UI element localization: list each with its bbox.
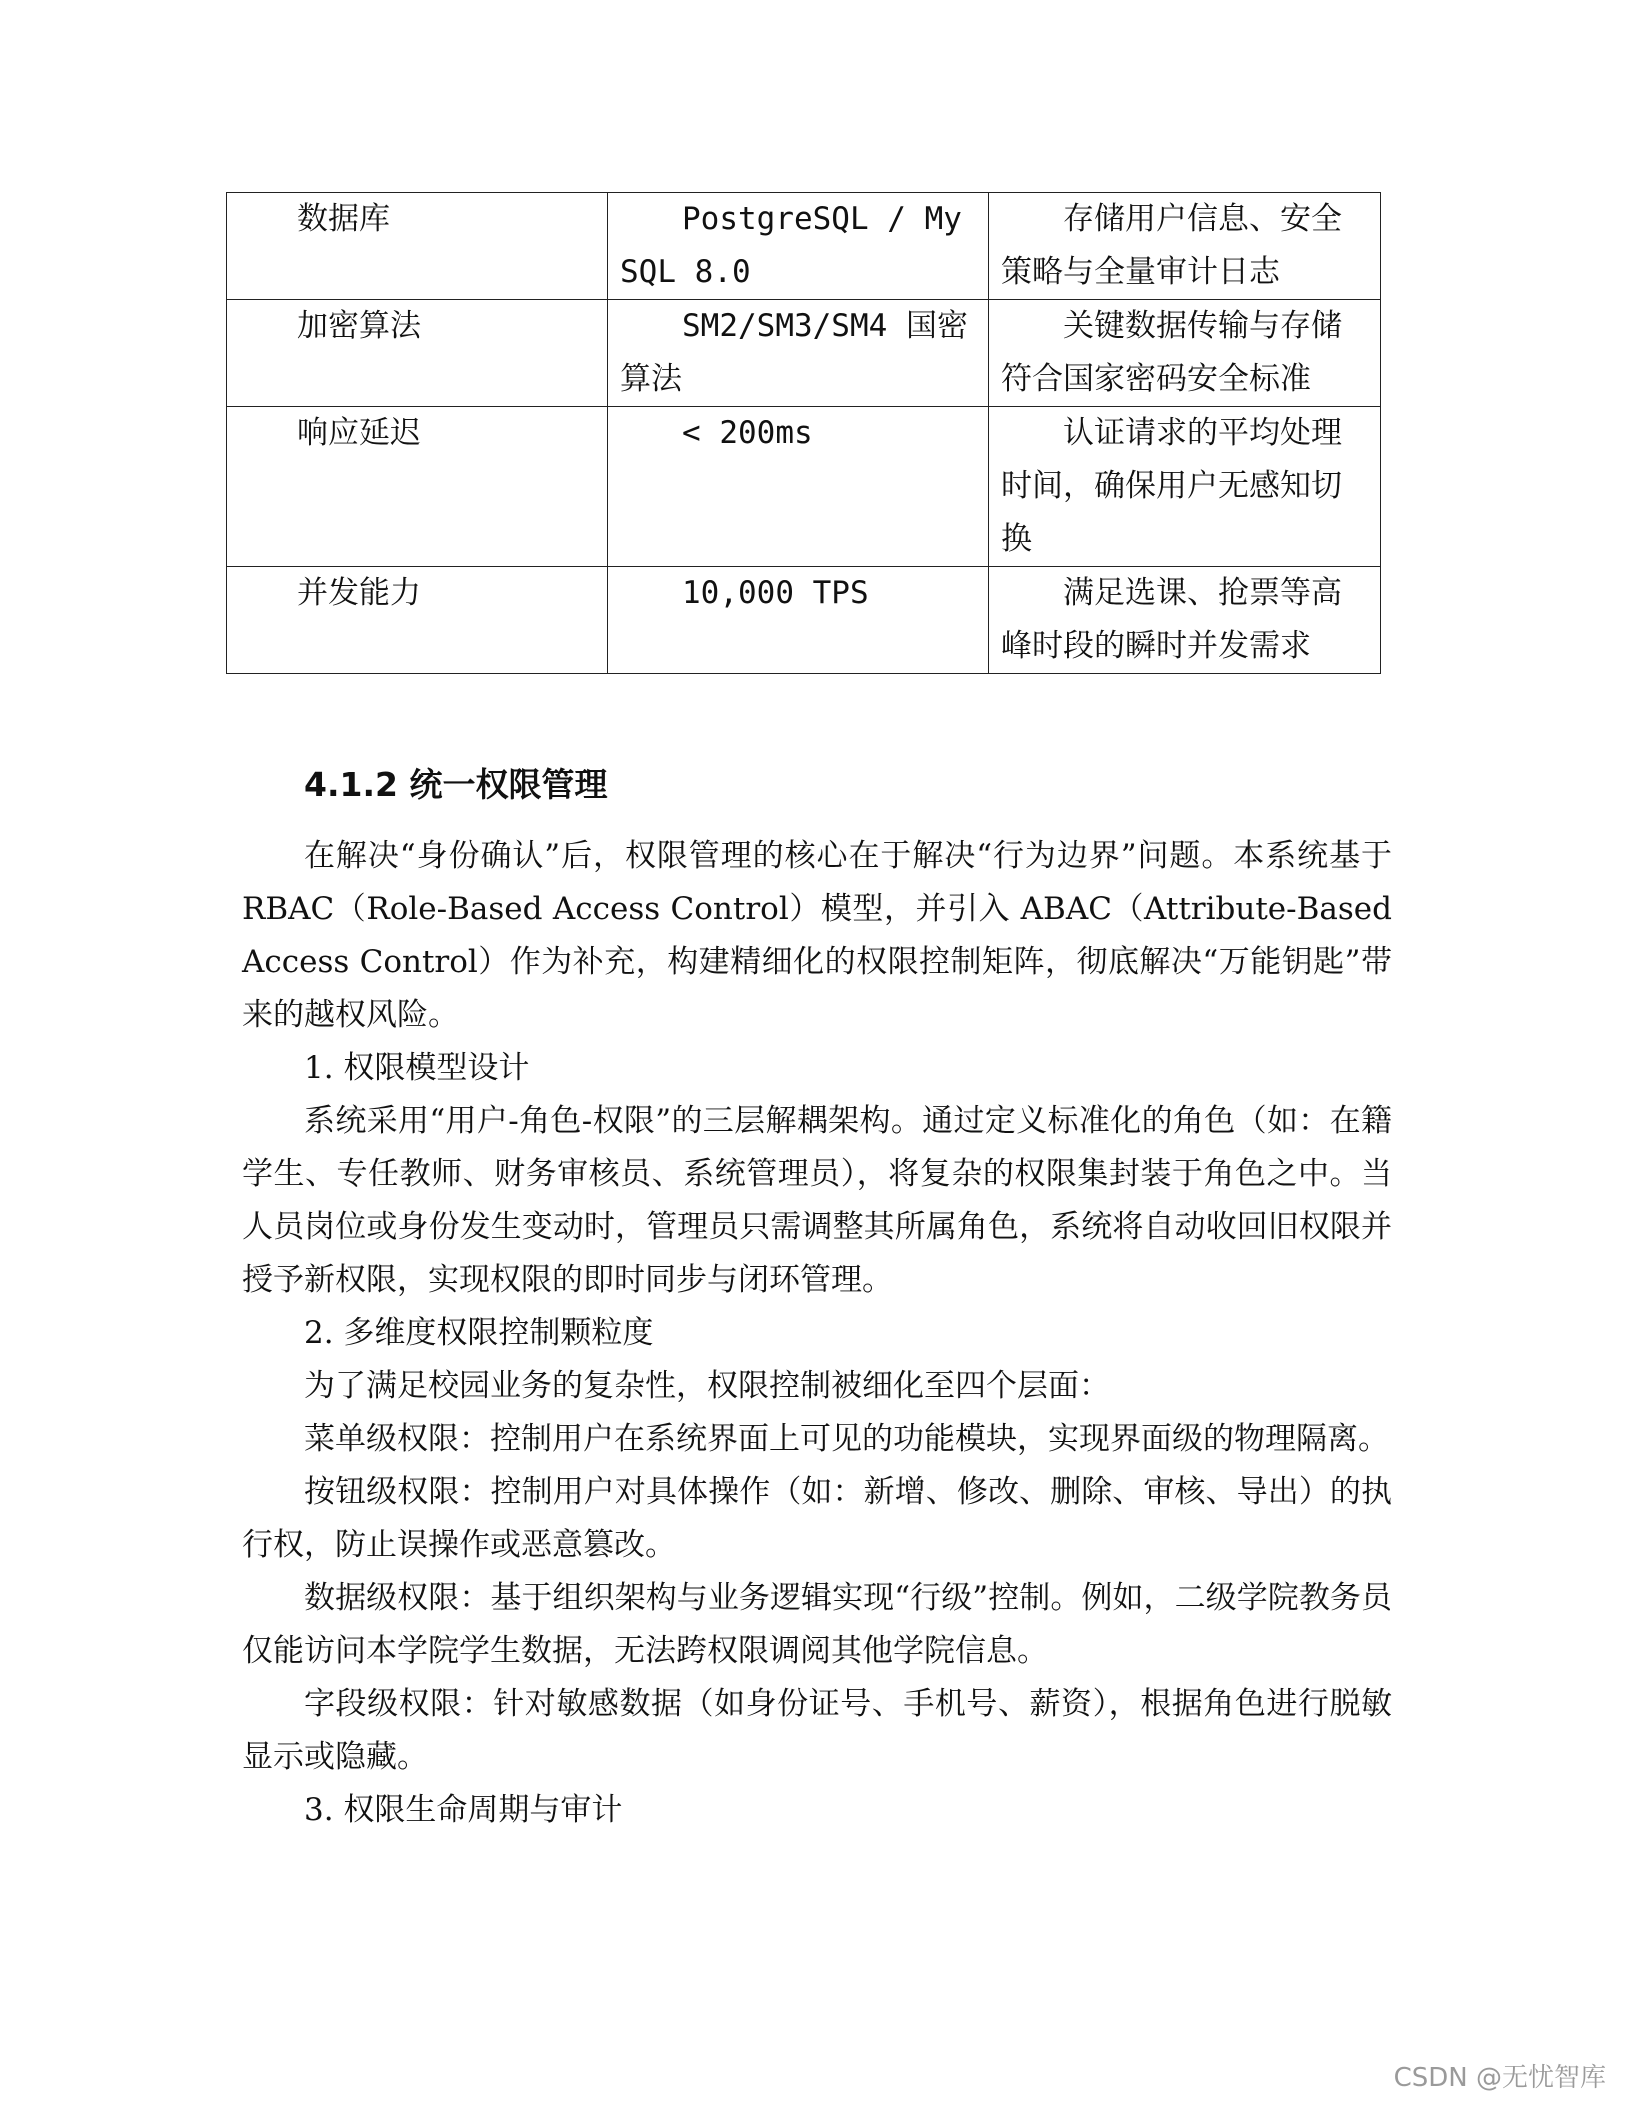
- menu-level-paragraph: 菜单级权限：控制用户在系统界面上可见的功能模块，实现界面级的物理隔离。: [304, 1421, 1389, 1457]
- table-row: [227, 193, 1381, 300]
- table-cell-item: 加密算法: [227, 300, 608, 407]
- item2-intro: 为了满足校园业务的复杂性，权限控制被细化至四个层面：: [304, 1368, 1110, 1404]
- intro-paragraph: 在解决“身份确认”后，权限管理的核心在于解决“行为边界”问题。本系统基于 RBAC（Role-Based Access Control）模型，并引入 ABAC（Attribute-Based Access Control）作为补充，构建精细化的权限控制矩阵，彻底解决“万能钥匙”带来的越权风险。: [242, 838, 1392, 1033]
- table-cell-desc: 满足选课、抢票等高峰时段的瞬时并发需求: [989, 567, 1381, 674]
- table-cell-value: SM2/SM3/SM4 国密算法: [608, 300, 989, 407]
- table-row: [227, 567, 1381, 674]
- table-cell-value: PostgreSQL / MySQL 8.0: [608, 193, 989, 300]
- field-level-paragraph: 字段级权限：针对敏感数据（如身份证号、手机号、薪资），根据角色进行脱敏显示或隐藏。: [242, 1686, 1392, 1775]
- section-body: [242, 830, 1392, 1837]
- item1-paragraph: 系统采用“用户-角色-权限”的三层解耦架构。通过定义标准化的角色（如：在籍学生、专任教师、财务审核员、系统管理员），将复杂的权限集封装于角色之中。当人员岗位或身份发生变动时，管理员只需调整其所属角色，系统将自动收回旧权限并授予新权限，实现权限的即时同步与闭环管理。: [242, 1103, 1392, 1298]
- table-cell-item: 数据库: [227, 193, 608, 300]
- button-level-paragraph: 按钮级权限：控制用户对具体操作（如：新增、修改、删除、审核、导出）的执行权，防止误操作或恶意篡改。: [242, 1474, 1392, 1563]
- section-heading: 4.1.2 统一权限管理: [304, 765, 608, 804]
- spec-table: [226, 192, 1381, 674]
- watermark: CSDN @无忧智库: [1393, 2063, 1606, 2093]
- data-level-paragraph: 数据级权限：基于组织架构与业务逻辑实现“行级”控制。例如，二级学院教务员仅能访问本学院学生数据，无法跨权限调阅其他学院信息。: [242, 1580, 1392, 1669]
- table-cell-item: 响应延迟: [227, 407, 608, 567]
- item3-title: 3. 权限生命周期与审计: [304, 1792, 623, 1828]
- table-cell-desc: 存储用户信息、安全策略与全量审计日志: [989, 193, 1381, 300]
- item1-title: 1. 权限模型设计: [304, 1050, 530, 1086]
- item2-title: 2. 多维度权限控制颗粒度: [304, 1315, 654, 1351]
- table-cell-item: 并发能力: [227, 567, 608, 674]
- table-cell-desc: 认证请求的平均处理时间，确保用户无感知切换: [989, 407, 1381, 567]
- table-cell-value: < 200ms: [608, 407, 989, 567]
- table-cell-value: 10,000 TPS: [608, 567, 989, 674]
- table-row: [227, 407, 1381, 567]
- table-cell-desc: 关键数据传输与存储符合国家密码安全标准: [989, 300, 1381, 407]
- table-row: [227, 300, 1381, 407]
